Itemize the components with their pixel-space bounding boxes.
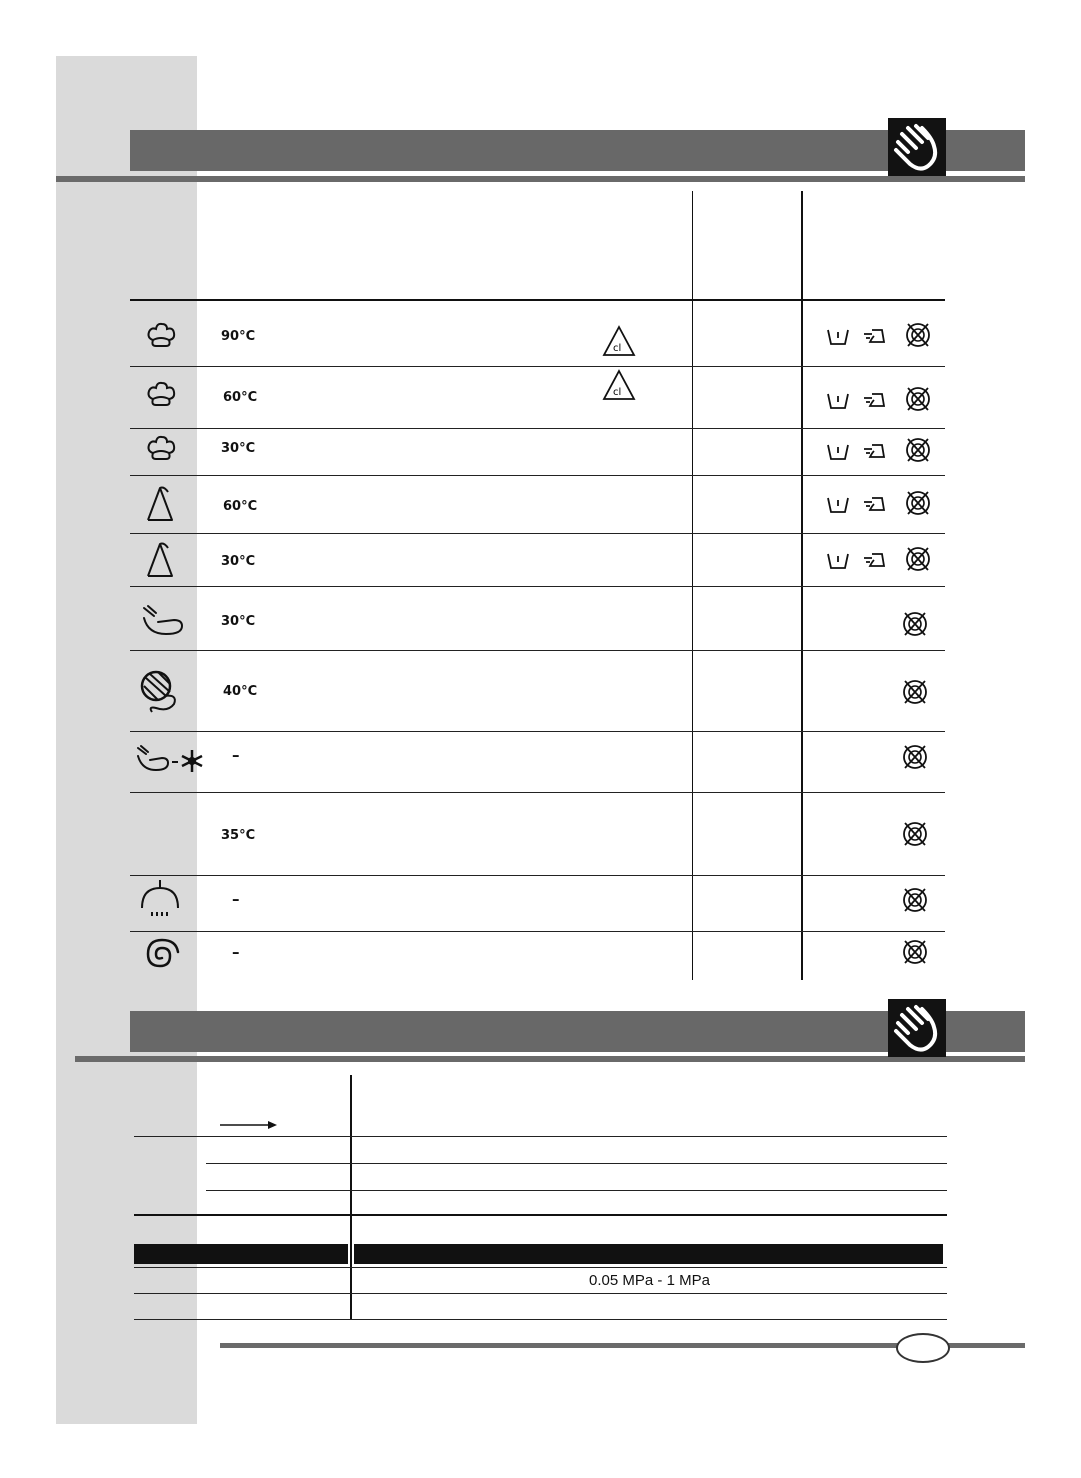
hand-icon — [888, 118, 946, 176]
bleach-icon — [602, 325, 636, 357]
spec-row-divider — [206, 1190, 947, 1191]
spec-row-divider — [134, 1136, 947, 1137]
section-rule — [56, 176, 1025, 182]
row-divider — [130, 650, 945, 651]
care-symbols — [826, 435, 932, 465]
spec-dark-bar — [354, 1244, 943, 1264]
handwash-icon — [138, 604, 186, 638]
cotton-icon — [144, 435, 178, 463]
care-symbols — [826, 544, 932, 574]
row-divider — [130, 731, 945, 732]
temperature-label: 30°C — [221, 554, 256, 569]
spec-row-divider — [134, 1267, 947, 1268]
cold-wash-icon — [134, 744, 204, 776]
spec-dark-bar — [134, 1244, 348, 1264]
rinse-icon — [138, 880, 182, 920]
temperature-label: 30°C — [221, 441, 256, 456]
no-tumble-dry-icon — [902, 886, 928, 914]
row-divider — [130, 875, 945, 876]
temperature-label: 60°C — [223, 499, 258, 514]
temperature-label: 30°C — [221, 614, 256, 629]
arrow-icon — [220, 1120, 278, 1130]
no-tumble-dry-icon — [902, 938, 928, 966]
cotton-icon — [144, 322, 178, 350]
no-tumble-dry-icon — [902, 678, 928, 706]
care-symbols — [826, 384, 932, 414]
no-tumble-dry-icon — [902, 820, 928, 848]
hand-icon — [888, 999, 946, 1057]
temperature-label: – — [232, 890, 240, 908]
no-tumble-dry-icon — [902, 610, 928, 638]
row-divider — [130, 792, 945, 793]
temperature-label: – — [232, 746, 240, 764]
svg-text:cl: cl — [613, 387, 622, 398]
row-divider — [130, 475, 945, 476]
table-header-rule — [130, 299, 945, 301]
spec-row-divider — [134, 1214, 947, 1216]
care-symbols — [826, 320, 932, 350]
row-divider — [130, 931, 945, 932]
wool-icon — [138, 668, 186, 716]
cotton-icon — [144, 381, 178, 409]
temperature-label: 40°C — [223, 684, 258, 699]
temperature-label: 60°C — [223, 390, 258, 405]
svg-text:cl: cl — [613, 343, 622, 354]
temperature-label: 35°C — [221, 828, 256, 843]
bleach-icon — [602, 369, 636, 401]
water-pressure-value: 0.05 MPa - 1 MPa — [589, 1272, 710, 1289]
synthetic-icon — [144, 484, 176, 524]
spec-row-divider — [206, 1163, 947, 1164]
no-tumble-dry-icon — [902, 743, 928, 771]
row-divider — [130, 366, 945, 367]
temperature-label: 90°C — [221, 329, 256, 344]
spin-icon — [140, 936, 180, 976]
row-divider — [130, 428, 945, 429]
row-divider — [130, 586, 945, 587]
spec-row-divider — [134, 1293, 947, 1294]
spec-row-divider — [134, 1319, 947, 1320]
row-divider — [130, 533, 945, 534]
page-number-oval — [896, 1333, 950, 1363]
section-rule — [75, 1056, 1025, 1062]
care-symbols — [826, 488, 932, 518]
page-sidebar — [56, 56, 197, 1424]
synthetic-icon — [144, 540, 176, 580]
temperature-label: – — [232, 943, 240, 961]
